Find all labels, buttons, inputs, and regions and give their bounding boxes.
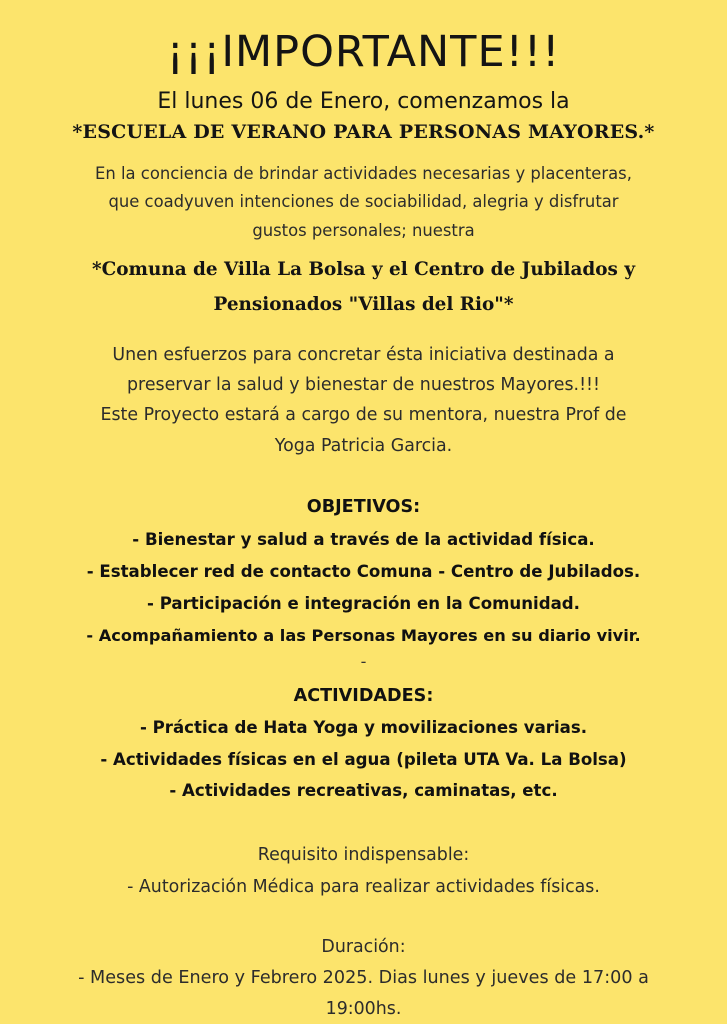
intro-line: que coadyuven intenciones de sociabilidad, alegria y disfrutar bbox=[108, 192, 619, 211]
activities-heading: ACTIVIDADES: bbox=[293, 686, 434, 706]
union-line: Este Proyecto estará a cargo de su mentora, nuestra Prof de bbox=[100, 405, 627, 425]
duration-line: - Meses de Enero y Febrero 2025. Dias lunes y jueves de 17:00 a bbox=[78, 968, 649, 988]
activity-item: - Práctica de Hata Yoga y movilizaciones varias. bbox=[139, 718, 588, 737]
organizers-line: Pensionados "Villas del Rio"* bbox=[213, 294, 514, 315]
activity-item: - Actividades recreativas, caminatas, etc. bbox=[169, 781, 558, 800]
objective-item: - Acompañamiento a las Personas Mayores en su diario vivir. bbox=[86, 626, 641, 645]
requirement-text: - Autorización Médica para realizar actividades físicas. bbox=[127, 877, 600, 897]
intro-line: En la conciencia de brindar actividades necesarias y placenteras, bbox=[95, 164, 632, 183]
union-line: preservar la salud y bienestar de nuestros Mayores.!!! bbox=[127, 375, 600, 395]
objective-item: - Establecer red de contacto Comuna - Centro de Jubilados. bbox=[86, 562, 641, 581]
intro-line: gustos personales; nuestra bbox=[252, 221, 475, 240]
activity-item: - Actividades físicas en el agua (pileta UTA Va. La Bolsa) bbox=[100, 750, 627, 769]
union-line: Unen esfuerzos para concretar ésta iniciativa destinada a bbox=[112, 345, 615, 365]
duration-heading: Duración: bbox=[321, 937, 406, 957]
duration-line: 19:00hs. bbox=[325, 999, 402, 1019]
objective-item: - Bienestar y salud a través de la actividad física. bbox=[132, 530, 595, 549]
organizers-line: *Comuna de Villa La Bolsa y el Centro de Jubilados y bbox=[91, 259, 636, 280]
union-line: Yoga Patricia Garcia. bbox=[274, 436, 453, 456]
separator-dash: - bbox=[360, 652, 367, 671]
objective-item: - Participación e integración en la Comunidad. bbox=[147, 594, 580, 613]
page-title: ¡¡¡IMPORTANTE!!! bbox=[166, 27, 561, 77]
intro-lead: El lunes 06 de Enero, comenzamos la bbox=[157, 89, 570, 114]
requirement-heading: Requisito indispensable: bbox=[257, 845, 470, 865]
school-name: *ESCUELA DE VERANO PARA PERSONAS MAYORES.* bbox=[72, 121, 655, 143]
objectives-heading: OBJETIVOS: bbox=[306, 497, 421, 517]
